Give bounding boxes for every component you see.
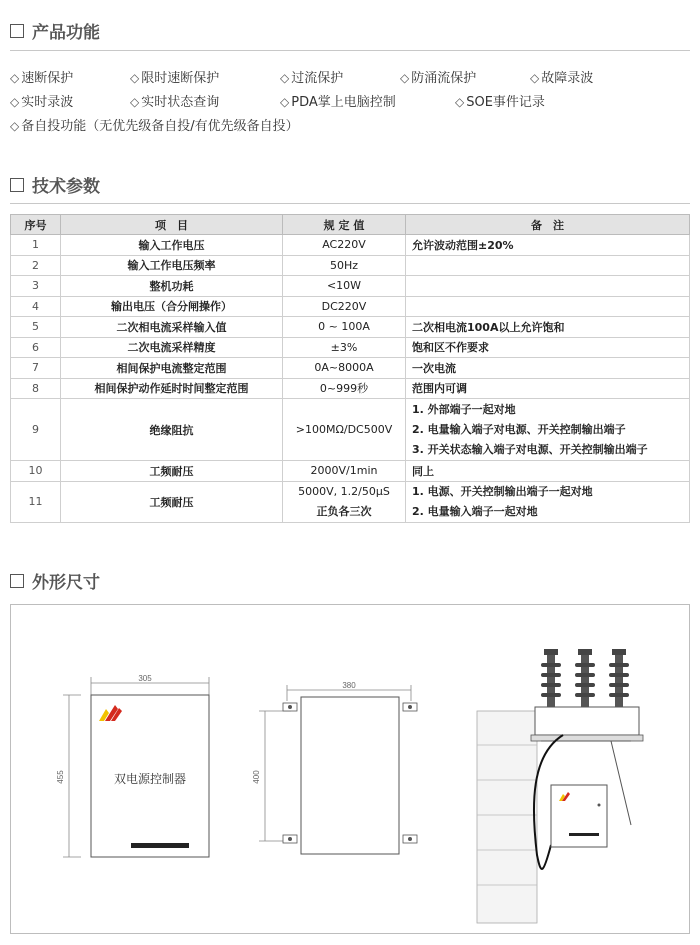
specs-section-title: 技术参数 — [10, 172, 100, 197]
back-width-label: 380 — [342, 681, 356, 690]
feature-item: ◇ 过流保护 — [280, 70, 344, 86]
feature-item: ◇ 速断保护 — [10, 70, 74, 86]
front-view-drawing — [56, 674, 209, 857]
diamond-icon: ◇ — [10, 94, 20, 109]
front-panel-label: 双电源控制器 — [113, 772, 187, 786]
back-height-label: 400 — [252, 770, 261, 784]
diamond-icon: ◇ — [455, 94, 465, 109]
checkbox-square-icon — [10, 24, 24, 38]
diamond-icon: ◇ — [10, 118, 20, 133]
checkbox-square-icon — [10, 178, 24, 192]
dims-section-title: 外形尺寸 — [10, 568, 100, 593]
col-header-no: 序号 — [11, 215, 61, 235]
table-row: 1 输入工作电压 AC220V 允许波动范围±20% — [11, 235, 690, 256]
switch-body — [535, 707, 639, 735]
table-row: 11 工频耐压 5000V, 1.2/50μS 正负各三次 1. 电源、开关控制输出端子一起对地 2. 电量输入端子一起对地 — [11, 481, 690, 522]
pole-mount-assembly-drawing — [477, 649, 643, 923]
table-row: 4 输出电压（合分闸操作） DC220V — [11, 296, 690, 317]
table-row: 2 输入工作电压频率 50Hz — [11, 255, 690, 276]
feature-item: ◇ 故障录波 — [530, 70, 594, 86]
diamond-icon: ◇ — [400, 70, 410, 85]
front-height-label: 455 — [56, 770, 65, 784]
col-header-note: 备 注 — [406, 215, 690, 235]
table-header-row — [11, 215, 690, 235]
insulator-icon — [541, 649, 561, 707]
feature-row — [10, 64, 690, 88]
feature-item: ◇ 防涌流保护 — [400, 70, 477, 86]
mounting-pole — [477, 711, 537, 923]
table-row: 9 绝缘阻抗 >100MΩ/DC500V 1. 外部端子一起对地 2. 电量输入端子对电源、开关控制输出端子 3. 开关状态输入端子对电源、开关控制输出端子 — [11, 399, 690, 461]
controller-box-small — [551, 785, 607, 847]
spec-table — [10, 214, 690, 523]
section-divider — [10, 50, 690, 51]
table-row: 5 二次相电流采样输入值 0 ~ 100A 二次相电流100A以上允许饱和 — [11, 317, 690, 338]
feature-item: ◇ 备自投功能（无优先级备自投/有优先级备自投） — [10, 118, 299, 134]
table-row: 6 二次电流采样精度 ±3% 饱和区不作要求 — [11, 337, 690, 358]
dimension-drawing-panel — [10, 604, 690, 934]
dimension-drawings — [11, 605, 691, 935]
diamond-icon: ◇ — [280, 70, 290, 85]
feature-item: ◇ 限时速断保护 — [130, 70, 220, 86]
table-row: 7 相间保护电流整定范围 0A~8000A 一次电流 — [11, 358, 690, 379]
back-view-drawing — [252, 681, 417, 854]
col-header-item: 项 目 — [61, 215, 283, 235]
diamond-icon: ◇ — [130, 94, 140, 109]
features-section-title: 产品功能 — [10, 18, 100, 43]
feature-item: ◇ 实时状态查询 — [130, 94, 220, 110]
controller-back-box — [301, 697, 399, 854]
feature-item: ◇ PDA掌上电脑控制 — [280, 94, 396, 110]
nameplate-strip — [131, 843, 189, 848]
diamond-icon: ◇ — [280, 94, 290, 109]
feature-list — [10, 64, 690, 136]
diamond-icon: ◇ — [130, 70, 140, 85]
table-row: 3 整机功耗 <10W — [11, 276, 690, 297]
feature-row — [10, 88, 690, 112]
feature-row — [10, 112, 690, 136]
front-width-label: 305 — [138, 674, 152, 683]
mounting-bracket — [531, 735, 643, 741]
diamond-icon: ◇ — [10, 70, 20, 85]
section-divider — [10, 203, 690, 204]
diamond-icon: ◇ — [530, 70, 540, 85]
table-row: 8 相间保护动作延时时间整定范围 0~999秒 范围内可调 — [11, 378, 690, 399]
feature-item: ◇ 实时录波 — [10, 94, 74, 110]
checkbox-square-icon — [10, 574, 24, 588]
insulator-icon — [609, 649, 629, 707]
col-header-value: 规 定 值 — [283, 215, 406, 235]
insulator-icon — [575, 649, 595, 707]
feature-item: ◇ SOE事件记录 — [455, 94, 545, 110]
table-row: 10 工频耐压 2000V/1min 同上 — [11, 461, 690, 482]
